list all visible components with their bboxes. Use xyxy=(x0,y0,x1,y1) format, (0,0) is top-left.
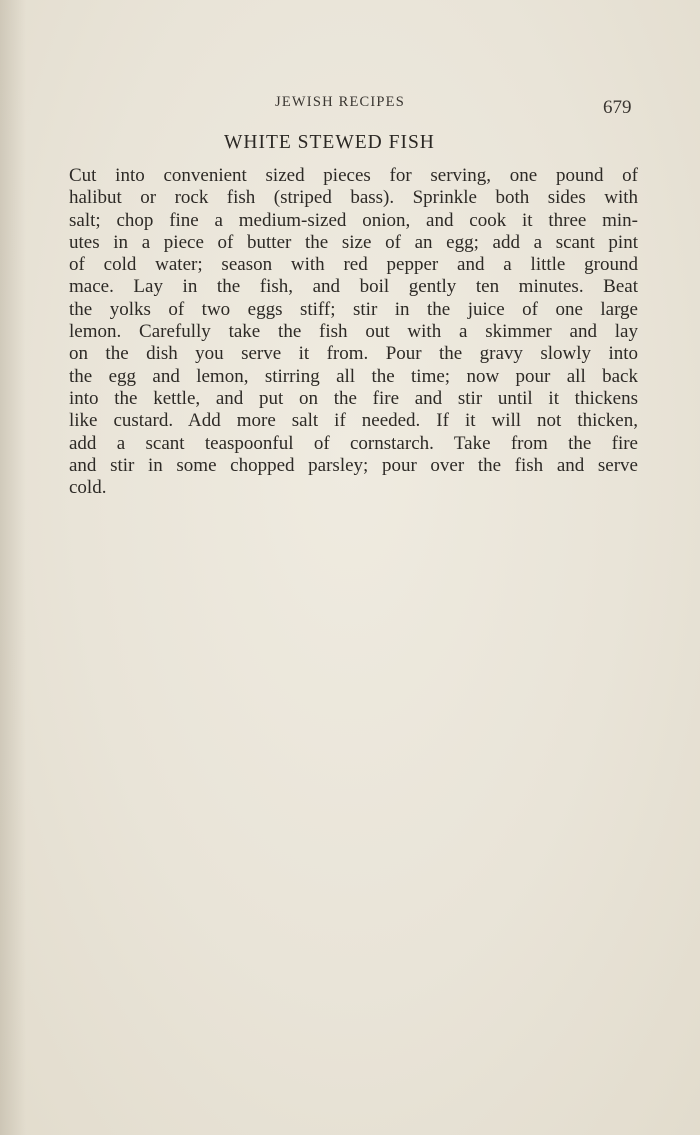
body-line-last: cold. xyxy=(69,477,107,499)
body-line: like custard. Add more salt if needed. If it will not thicken, xyxy=(69,410,638,432)
body-line: Cut into convenient sized pieces for serving, one pound of xyxy=(69,165,638,186)
body-line: salt; chop fine a medium-sized onion, and cook it three min- xyxy=(69,209,638,231)
body-line: lemon. Carefully take the fish out with a skimmer and lay xyxy=(69,321,638,343)
page-number: 679 xyxy=(603,97,632,118)
body-line: the egg and lemon, stirring all the time; now pour all back xyxy=(69,365,638,387)
body-line: on the dish you serve it from. Pour the gravy slowly into xyxy=(69,343,638,365)
body-line: mace. Lay in the fish, and boil gently ten minutes. Beat xyxy=(69,276,638,298)
body-line: add a scant teaspoonful of cornstarch. Take from the fire xyxy=(69,432,638,454)
body-line: halibut or rock fish (striped bass). Sprinkle both sides with xyxy=(69,187,638,209)
body-line: and stir in some chopped parsley; pour over the fish and serve xyxy=(69,454,638,476)
recipe-title: WHITE STEWED FISH xyxy=(224,132,435,153)
body-line: utes in a piece of butter the size of an egg; add a scant pint xyxy=(69,231,638,253)
running-head: JEWISH RECIPES xyxy=(275,94,405,110)
recipe-body xyxy=(69,165,638,499)
body-line: into the kettle, and put on the fire and stir until it thickens xyxy=(69,387,638,409)
body-line: of cold water; season with red pepper and a little ground xyxy=(69,254,638,276)
body-line: the yolks of two eggs stiff; stir in the juice of one large xyxy=(69,298,638,320)
